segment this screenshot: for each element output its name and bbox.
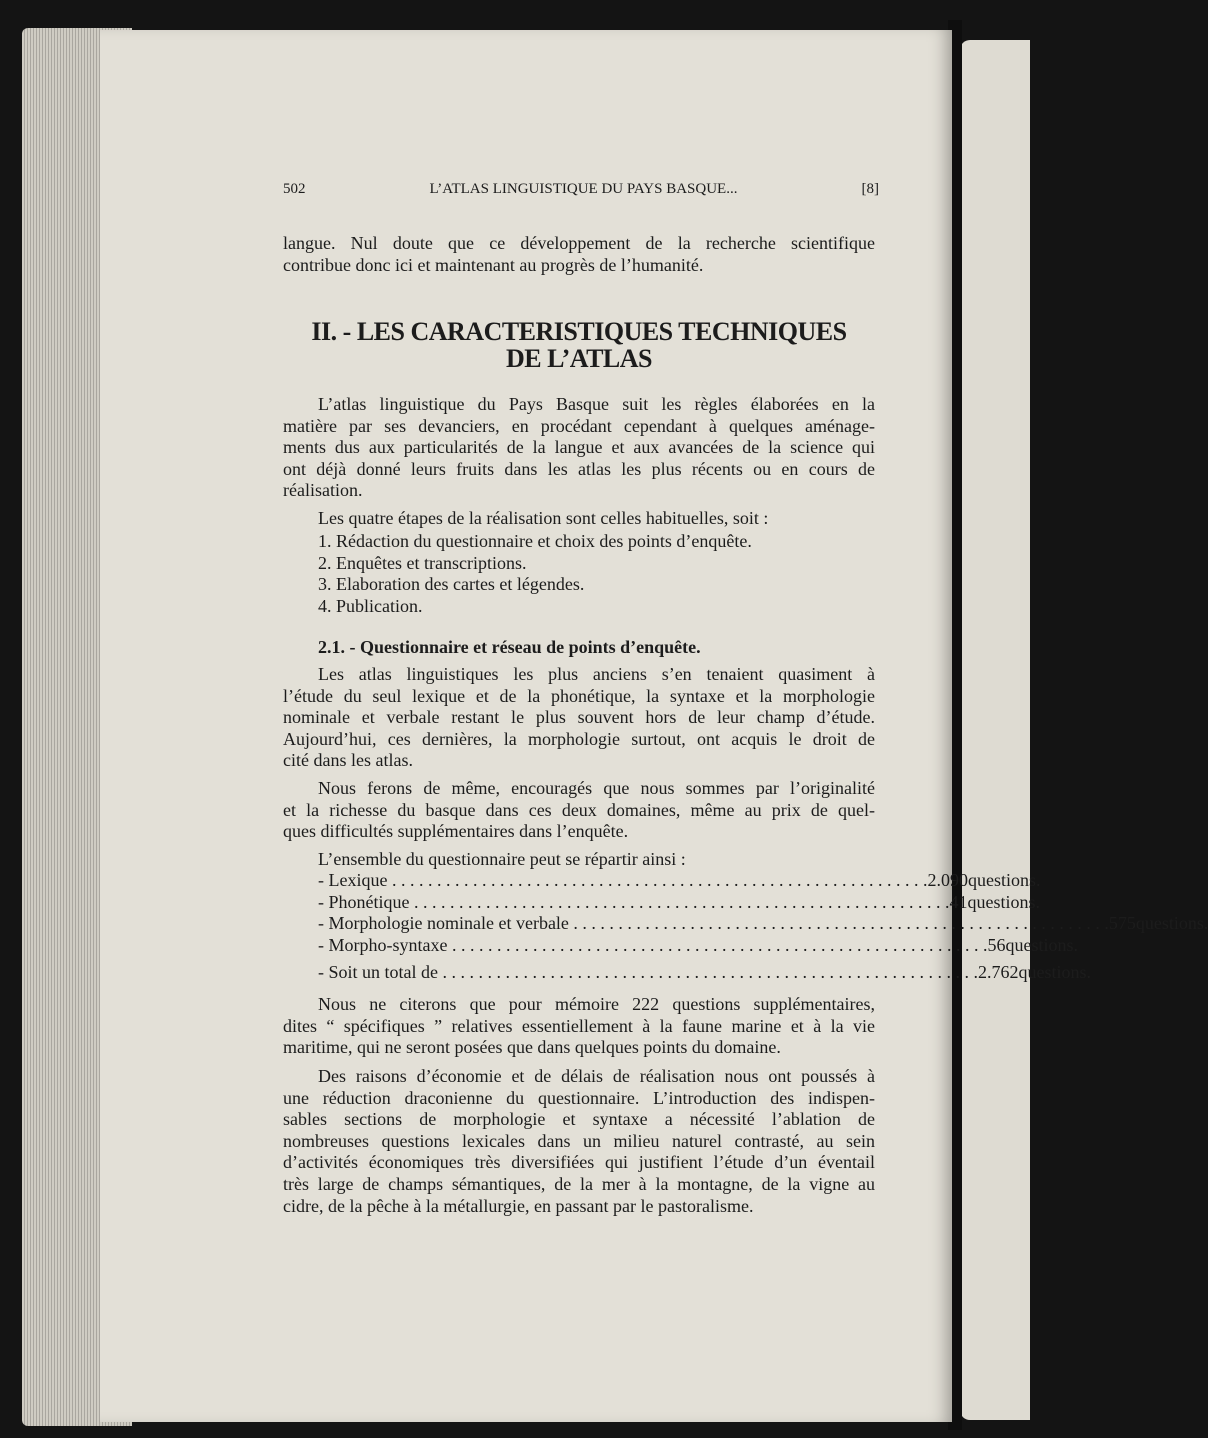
text-line: Les quatre étapes de la réalisation sont celles habituelles, soit : xyxy=(318,508,769,528)
text-line: L’atlas linguistique du Pays Basque suit les règles élaborées en la xyxy=(318,394,875,414)
text-line: et la richesse du basque dans ces deux domaines, même au prix de quel- xyxy=(283,799,875,820)
paragraph xyxy=(283,233,875,276)
text-line: Nous ne citerons que pour mémoire 222 questions supplémentaires, xyxy=(318,994,875,1014)
text-line: sables sections de morphologie et syntaxe a nécessité l’ablation de xyxy=(283,1109,875,1130)
text-line: une réduction draconienne du questionnaire. L’introduction des indispen- xyxy=(283,1087,875,1108)
text-line: d’activités économiques très diversifiées qui justifient l’étude d’un éventail xyxy=(283,1152,875,1173)
table-row xyxy=(318,870,1041,892)
text-line: l’étude du seul lexique et de la phonétique, la syntaxe et la morphologie xyxy=(283,685,875,706)
paragraph xyxy=(283,849,875,871)
category-label: - Lexique . . . . . . . . . . . . . . . . . . . . . . . . . . . . . . . . . . . . . . . . . . . . . . . . . . . . . . . . . . . . xyxy=(318,870,928,890)
text-line: langue. Nul doute que ce développement de la recherche scientifique xyxy=(283,233,875,253)
steps-list xyxy=(283,531,875,617)
facing-page xyxy=(960,40,1030,1420)
page-number: 502 xyxy=(283,181,306,197)
text-line: L’ensemble du questionnaire peut se répartir ainsi : xyxy=(318,849,686,869)
chapter-title-line: DE L’ATLAS xyxy=(506,344,652,373)
question-breakdown-table xyxy=(318,870,1208,984)
paragraph xyxy=(283,994,875,1059)
text-line: nominale et verbale restant le plus souvent hors de leur champ d’étude. xyxy=(283,707,875,728)
text-line: cidre, de la pêche à la métallurgie, en passant par le pastoralisme. xyxy=(283,1195,754,1216)
running-title: L’ATLAS LINGUISTIQUE DU PAYS BASQUE... xyxy=(429,181,738,197)
question-count: 56 xyxy=(987,934,1006,955)
text-line: ments dus aux particularités de la langue et aux avancées de la science qui xyxy=(283,437,875,458)
paragraph xyxy=(283,778,875,843)
paragraph xyxy=(283,508,875,530)
text-line: ont déjà donné leurs fruits dans les atlas les plus récents ou en cours de xyxy=(283,458,875,479)
text-line: très large de champs sémantiques, de la mer à la montagne, de la vigne au xyxy=(283,1173,875,1194)
question-count: 2.090 xyxy=(927,870,968,890)
text-line: contribue donc ici et maintenant au progrès de l’humanité. xyxy=(283,254,704,275)
text-line: 3. Elaboration des cartes et légendes. xyxy=(318,574,585,595)
section-marker: [8] xyxy=(861,181,879,197)
unit-label: questions. xyxy=(1005,934,1078,955)
chapter-title xyxy=(283,318,875,372)
unit-label: questions. xyxy=(967,891,1041,912)
text-line: nombreuses questions lexicales dans un milieu naturel contrasté, au sein xyxy=(283,1130,875,1151)
text-line: maritime, qui ne seront posées que dans quelques points du domaine. xyxy=(283,1037,781,1058)
subsection-heading: 2.1. - Questionnaire et réseau de points d’enquête. xyxy=(318,637,701,657)
table-row xyxy=(318,891,1041,914)
category-label: - Soit un total de . . . . . . . . . . . . . . . . . . . . . . . . . . . . . . . . . . . . . . . . . . . . . . . . . . . . . . . . . . . . xyxy=(318,962,978,982)
table-row xyxy=(318,934,1078,957)
unit-label: questions. xyxy=(1135,913,1208,933)
running-header xyxy=(283,181,879,198)
text-line: 4. Publication. xyxy=(318,595,423,616)
text-line: cité dans les atlas. xyxy=(283,750,413,771)
text-line: ques difficultés supplémentaires dans l’enquête. xyxy=(283,821,629,842)
question-count: 2.762 xyxy=(978,962,1019,982)
text-line: dites “ spécifiques ” relatives essentiellement à la faune marine et à la vie xyxy=(283,1015,875,1036)
text-line: Des raisons d’économie et de délais de réalisation nous ont poussés à xyxy=(318,1066,875,1086)
text-line: matière par ses devanciers, en procédant cependant à quelques aménage- xyxy=(283,415,875,436)
text-line: Aujourd’hui, ces dernières, la morphologie surtout, ont acquis le droit de xyxy=(283,728,875,749)
text-line: Les atlas linguistiques les plus anciens s’en tenaient quasiment à xyxy=(318,664,875,684)
category-label: - Morphologie nominale et verbale . . . . . . . . . . . . . . . . . . . . . . . . . . . . . . . . . . . . . . . . . . . . . . . . . . . . . . . . . . . . xyxy=(318,913,1109,933)
table-row xyxy=(318,913,1208,935)
paragraph xyxy=(283,394,875,502)
text-line: Nous ferons de même, encouragés que nous sommes par l’originalité xyxy=(318,778,875,798)
category-label: - Phonétique . . . . . . . . . . . . . . . . . . . . . . . . . . . . . . . . . . . . . . . . . . . . . . . . . . . . . . . . . . . . xyxy=(318,891,950,912)
paragraph xyxy=(283,1066,875,1217)
text-line: 1. Rédaction du questionnaire et choix des points d’enquête. xyxy=(318,531,752,551)
paragraph xyxy=(283,664,875,772)
text-line: réalisation. xyxy=(283,480,363,501)
unit-label: questions. xyxy=(967,870,1041,890)
unit-label: questions. xyxy=(1018,962,1092,982)
question-count: 575 xyxy=(1108,913,1136,933)
chapter-title-line: II. - LES CARACTERISTIQUES TECHNIQUES xyxy=(311,317,847,346)
question-count: 41 xyxy=(949,891,968,912)
table-row xyxy=(318,962,1092,984)
text-line: 2. Enquêtes et transcriptions. xyxy=(318,552,527,573)
category-label: - Morpho-syntaxe . . . . . . . . . . . . . . . . . . . . . . . . . . . . . . . . . . . . . . . . . . . . . . . . . . . . . . . . . . . . xyxy=(318,934,988,955)
